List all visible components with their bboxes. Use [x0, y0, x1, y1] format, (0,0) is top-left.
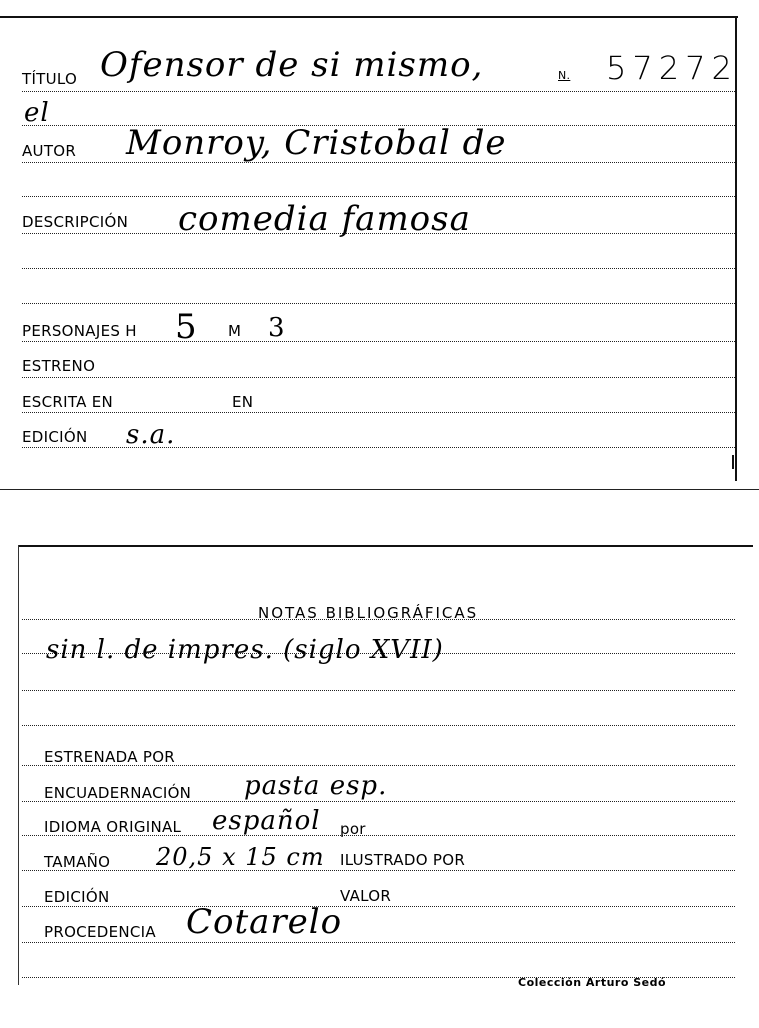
card-top-border	[0, 16, 738, 18]
ruled-line	[22, 303, 735, 304]
ruled-line	[22, 268, 735, 269]
edicion-label: EDICIÓN	[44, 888, 110, 906]
idioma-por-label: por	[340, 820, 366, 838]
tamano-label: TAMAÑO	[44, 853, 111, 871]
procedencia-value: Cotarelo	[186, 902, 343, 942]
ruled-line	[22, 412, 735, 413]
personajes-m-value: 3	[268, 313, 286, 343]
numero-label: N.	[558, 69, 571, 82]
personajes-h-value: 5	[175, 307, 198, 347]
titulo-label: TÍTULO	[22, 70, 78, 88]
encuadernacion-label: ENCUADERNACIÓN	[44, 784, 192, 802]
edicion-value: s.a.	[126, 420, 176, 450]
collection-footer: Colección Arturo Sedó	[518, 976, 667, 989]
card-left-border	[18, 545, 19, 985]
estrenada-label: ESTRENADA POR	[44, 748, 176, 766]
tamano-value: 20,5 x 15 cm	[156, 843, 325, 871]
valor-label: VALOR	[340, 887, 392, 905]
idioma-label: IDIOMA ORIGINAL	[44, 818, 182, 836]
procedencia-label: PROCEDENCIA	[44, 923, 156, 941]
ruled-line	[22, 91, 735, 92]
titulo-value: Ofensor de si mismo,	[100, 45, 484, 85]
ruled-line	[22, 870, 735, 871]
escrita-en-label: ESCRITA EN	[22, 393, 114, 411]
descripcion-label: DESCRIPCIÓN	[22, 213, 129, 231]
card-bottom-border	[0, 489, 759, 490]
numero-value: 57272	[606, 49, 738, 87]
idioma-value: español	[212, 806, 321, 836]
ruled-line	[22, 341, 735, 342]
ruled-line	[22, 942, 735, 943]
catalog-card-back	[0, 545, 759, 1028]
personajes-m-label: M	[228, 322, 242, 340]
autor-label: AUTOR	[22, 142, 77, 160]
personajes-label: PERSONAJES H	[22, 322, 137, 340]
notas-value: sin l. de impres. (siglo XVII)	[46, 635, 444, 665]
ilustrado-label: ILUSTRADO POR	[340, 851, 466, 869]
estreno-label: ESTRENO	[22, 357, 96, 375]
ruled-line	[22, 725, 735, 726]
descripcion-value: comedia famosa	[178, 199, 471, 239]
ruled-line	[22, 690, 735, 691]
ruled-line	[22, 377, 735, 378]
edge-mark	[732, 455, 734, 469]
ruled-line	[22, 196, 735, 197]
en-label: EN	[232, 393, 254, 411]
ruled-line	[22, 906, 735, 907]
titulo-prefix: el	[24, 98, 50, 128]
catalog-card-front	[0, 0, 759, 495]
card-top-border	[18, 545, 753, 547]
edicion-label: EDICIÓN	[22, 428, 88, 446]
notas-heading: NOTAS BIBLIOGRÁFICAS	[258, 604, 479, 622]
autor-value: Monroy, Cristobal de	[126, 123, 507, 163]
encuadernacion-value: pasta esp.	[244, 771, 388, 801]
